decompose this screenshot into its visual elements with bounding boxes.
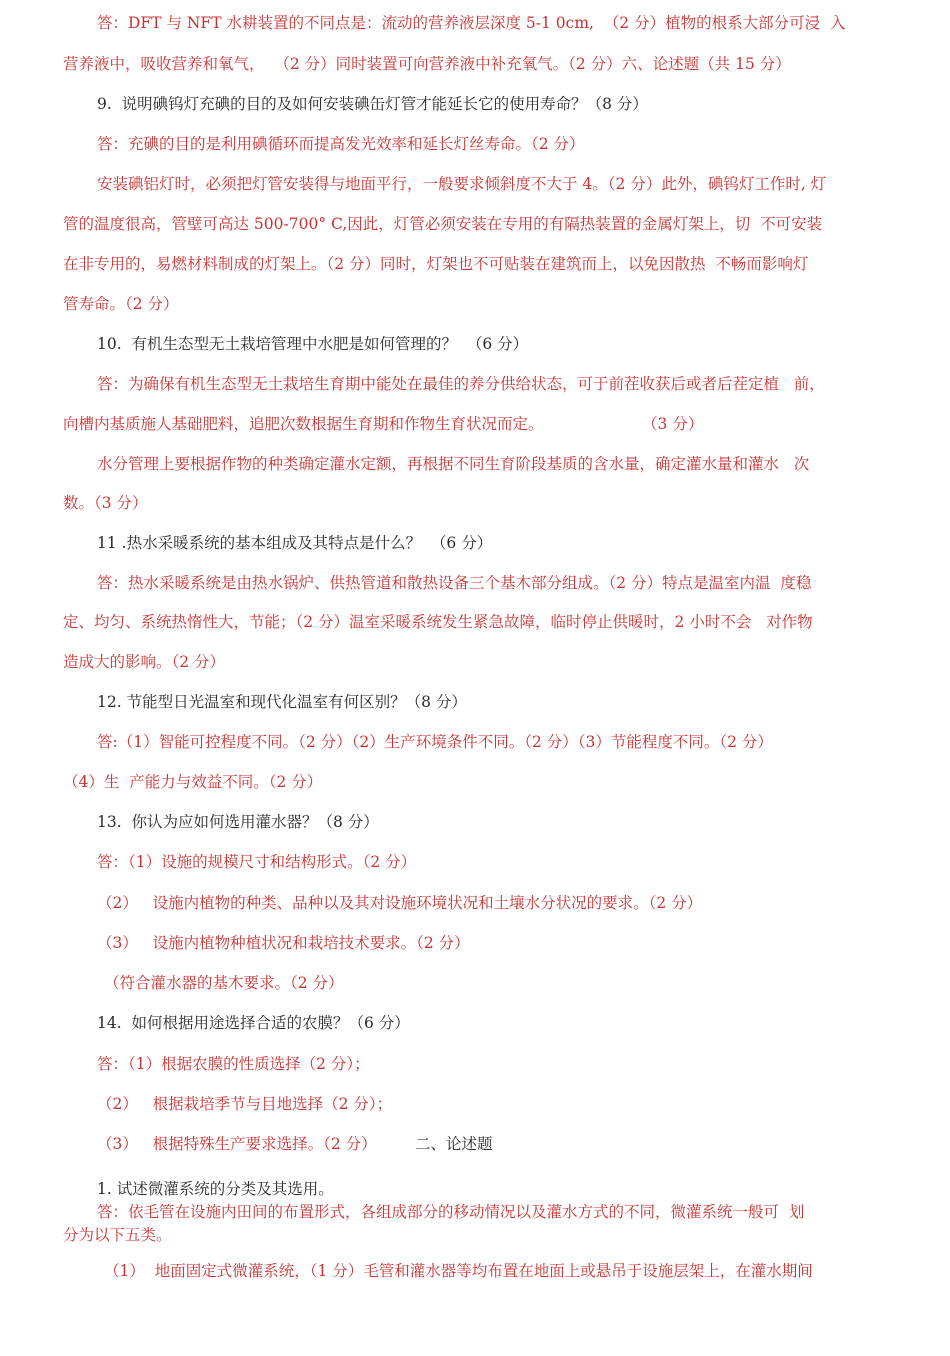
question-line: 14. 如何根据用途选择合适的农膜？（6 分） [97,1014,410,1032]
answer-line: 答：依毛管在设施内田间的布置形式，各组成部分的移动情况以及灌水方式的不同，微灌系统一般可 划 [97,1203,805,1221]
question-line: 10. 有机生态型无土栽培管理中水肥是如何管理的？ （6 分） [97,335,529,353]
section-heading: 二、论述题 [415,1135,493,1153]
answer-line: （3） 根据特殊生产要求选择。（2 分） [97,1135,377,1153]
answer-line: （4）生 产能力与效益不同。（2 分） [63,773,323,791]
answer-line: 造成大的影响。（2 分） [63,653,226,671]
answer-line: 数。（3 分） [63,494,148,512]
answer-line: 答：DFT 与 NFT 水耕装置的不同点是：流动的营养液层深度 5-1 0cm, （2 分）植物的根系大部分可浸 入 [97,14,846,32]
answer-line: 答：热水采暖系统是由热水锅炉、供热管道和散热设备三个基木部分组成。（2 分）特点是温室内温 度稳 [97,574,812,592]
answer-line: 答：为确保有机生态型无土栽培生育期中能处在最佳的养分供给状态，可于前茬收获后或者后茬定植 前， [97,375,825,393]
answer-line: 分为以下五类。 [63,1226,172,1244]
answer-line: 在非专用的，易燃材料制成的灯架上。（2 分）同时，灯架也不可贴装在建筑而上，以免因散热 不畅而影响灯 [63,255,809,273]
answer-line: 营养液中，吸收营养和氧气， （2 分）同时装置可向营养液中补充氧气。（2 分）六、论述题（共 15 分） [63,55,791,73]
answer-line: 水分管理上要根据作物的种类确定灌水定额，再根据不同生育阶段基质的含水量，确定灌水量和灌水 次 [97,455,810,473]
answer-line: （2） 设施内植物的种类、品种以及其对设施环境状况和土壤水分状况的要求。（2 分） [97,894,703,912]
answer-line: 定、均匀、系统热惰性大，节能；（2 分）温室采暖系统发生紧急故障，临时停止供暖时，2 小时不会 对作物 [63,613,813,631]
answer-line: （符合灌水器的基木要求。（2 分） [104,974,344,992]
question-line: 9. 说明碘钨灯充碘的目的及如何安装碘缶灯管才能延长它的使用寿命？（8 分） [97,95,648,113]
answer-line: （3） 设施内植物种植状况和栽培技术要求。（2 分） [97,934,470,952]
answer-line: 答：（1）根据农膜的性质选择（2 分）； [97,1055,370,1073]
answer-line: 答：充碘的目的是利用碘循环而提高发光效率和延长灯丝寿命。（2 分） [97,135,585,153]
question-line: 12. 节能型日光温室和现代化温室有何区别？（8 分） [97,693,467,711]
answer-line: 安装碘铝灯时，必须把灯管安装得与地面平行，一般要求倾斜度不大于 4。（2 分）此外，碘钨灯工作时, 灯 [97,175,827,193]
answer-line: 答:（1）智能可控程度不同。（2 分）（2）生产环境条件不同。（2 分）（3）节能程度不同。（2 分） [97,733,773,751]
answer-line: 管的温度很高，管壁可高达 500-700° C,因此，灯管必须安装在专用的有隔热装置的金属灯架上，切 不可安装 [63,215,823,233]
answer-line: 管寿命。（2 分） [63,295,179,313]
answer-line: （2） 根据栽培季节与目地选择（2 分）； [97,1095,393,1113]
answer-line: 答：（1）设施的规模尺寸和结构形式。（2 分） [97,853,417,871]
question-line: 11 .热水采暖系统的基本组成及其特点是什么？ （6 分） [97,534,493,552]
question-line: 1. 试述微灌系统的分类及其选用。 [97,1180,334,1198]
answer-line: 向槽内基质施人基础肥料，追肥次数根据生育期和作物生育状况而定。 （3 分） [63,415,704,433]
question-line: 13. 你认为应如何选用灌水器？（8 分） [97,813,379,831]
answer-line: （1） 地面固定式微灌系统，（1 分）毛管和灌水器等均布置在地面上或悬吊于设施层架上，在灌水期间 [104,1262,813,1280]
